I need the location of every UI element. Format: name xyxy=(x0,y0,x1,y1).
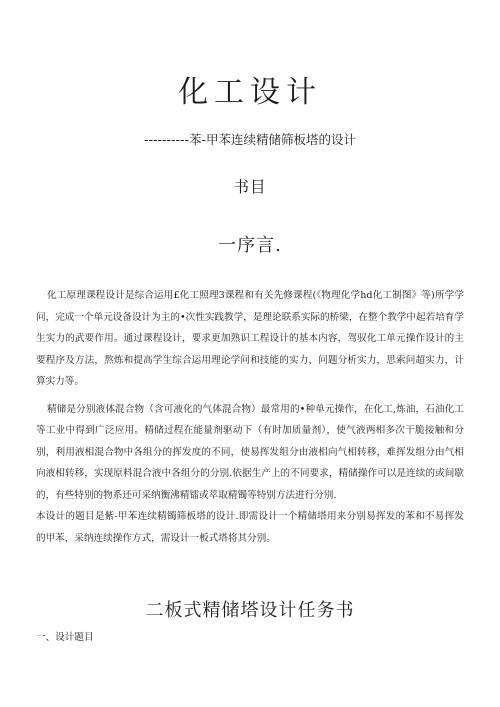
preface-body xyxy=(36,285,464,549)
document-title: 化工设计 xyxy=(178,75,322,110)
toc-heading: 书目 xyxy=(233,178,267,196)
paragraph: 精储是分别液体混合物（含可液化的气体混合物）最常用的•种单元操作，在化工,炼油，石油化工等工业中得到广泛应用。精储过程在能量剂驱动下（有时加质量剂），使气液两相多次干脆接触和分别，利用液相混合物中各组分的挥发度的不同，使易挥发组分由液相向气相转移，难挥发组分由气相向液相转移，实现原料混合液中各组分的分别.依据生产上的不同要求，精储操作可以是连续的或间歇的，有些特别的物系还可采纳衡沸精镭或萃取精镯等特别方法进行分别. xyxy=(36,403,464,501)
document-subtitle: ----------苯-甲苯连续精储筛板塔的设计 xyxy=(143,132,357,147)
paragraph: 化工原理课程设计是综合运用£化工照理3课程和有关先修课程(《物理化学hd化工制图》等)所学学问，完成一个单元设备设计为主的•次性实践教学，是理论联系实际的桥梁，在整个教学中起若培育学生实力的武要作用。通过课程设计，要求更加熟识工程设计的基本内容，驾驭化工单元操作设计的主要程序及方法，熬炼和提高学生综合运用理论学问和技能的实力，问题分析实力，思索问超实力，计算实力等。 xyxy=(36,290,464,387)
section-item: 一、设计题目 xyxy=(36,632,94,643)
paragraph: 本设计的题目是紫-甲苯连续精镯筛板塔的设计.即需设计一个精储塔用来分别易挥发的苯和不易挥发的甲苯，采纳连续操作方式，需设计一板式塔将其分别。 xyxy=(36,511,464,544)
section-heading: 二板式精储塔设计任务书 xyxy=(145,600,355,621)
preface-heading: 一序言. xyxy=(218,235,282,256)
